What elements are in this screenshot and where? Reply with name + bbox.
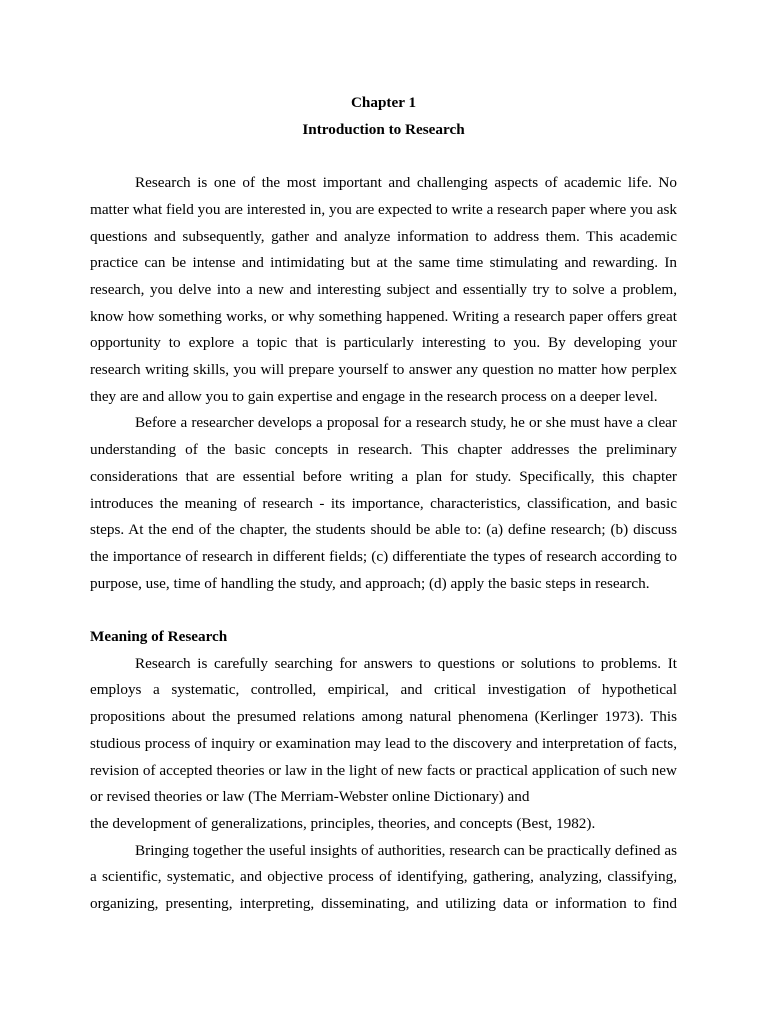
section-paragraph-2: Bringing together the useful insights of authorities, research can be practically defined as a scientific, systematic, and objective process of identifying, gathering, analyzing, classifying, organizing, presenting, interpreting, disseminating, and utilizing data or information to find [90,841,677,913]
chapter-title: Introduction to Research [302,120,465,138]
section-paragraph-1: Research is carefully searching for answers to questions or solutions to problems. It employs a systematic, controlled, empirical, and critical investigation of hypothetical propositions about the presumed relations among natural phenomena (Kerlinger 1973). This studious process of inquiry or examination may lead to the discovery and interpretation of facts, revision of accepted theories or law in the light of new facts or practical application of such new or revised theories or law (The Merriam-Webster online Dictionary) and [90,654,677,806]
intro-paragraph-2: Before a researcher develops a proposal for a research study, he or she must have a clear understanding of the basic concepts in research. This chapter addresses the preliminary considerations that are essential before writing a plan for study. Specifically, this chapter introduces the meaning of research - its importance, characteristics, classification, and basic steps. At the end of the chapter, the students should be able to: (a) define research; (b) discuss the importance of research in different fields; (c) differentiate the types of research according to purpose, use, time of handling the study, and approach; (d) apply the basic steps in research. [90,414,677,592]
section-paragraph-1-continuation: the development of generalizations, principles, theories, and concepts (Best, 1982). [90,814,596,832]
document-page [90,90,677,918]
chapter-number: Chapter 1 [350,94,417,111]
section-heading: Meaning of Research [90,628,228,646]
spacer [90,597,677,624]
spacer [90,143,677,170]
intro-paragraph-1: Research is one of the most important and challenging aspects of academic life. No matter what field you are interested in, you are expected to write a research paper where you ask questions and subsequently, gather and analyze information to address them. This academic practice can be intense and intimidating but at the same time stimulating and rewarding. In research, you delve into a new and interesting subject and essentially try to solve a problem, know how something works, or why something happened. Writing a research paper offers great opportunity to explore a topic that is particularly interesting to you. By developing your research writing skills, you will prepare yourself to answer any question no matter how perplex they are and allow you to gain expertise and engage in the research process on a deeper level. [90,174,677,405]
